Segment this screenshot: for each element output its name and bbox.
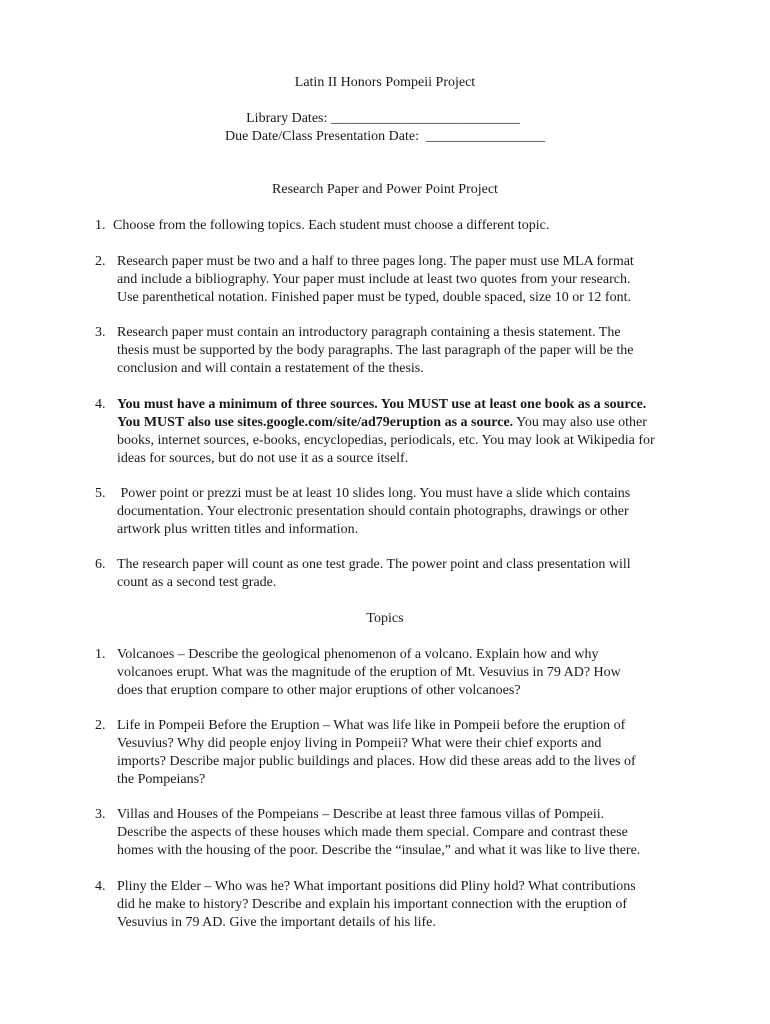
list-number: 5. (95, 486, 106, 501)
page-title: Latin II Honors Pompeii Project (294, 75, 476, 90)
list-number: 4. (95, 397, 106, 412)
list-text: Research paper must be two and a half to three pages long. The paper must use MLA format and include a bibliography. Your paper must include at least two quotes from your research. Use parenthetical notation. Finished paper must be typed, double spaced, size 10 or 12 font. (117, 254, 634, 305)
list-number: 1. (95, 218, 106, 233)
list-number: 4. (95, 879, 106, 894)
section-heading-topics: Topics (366, 611, 404, 626)
list-number: 6. (95, 557, 106, 572)
list-text: Pliny the Elder – Who was he? What important positions did Pliny hold? What contributions did he make to history? Describe and explain his important connection with the eruption of Vesuvius in 79 AD. Give the important details of his life. (117, 879, 636, 930)
list-text: The research paper will count as one test grade. The power point and class presentation will count as a second test grade. (117, 557, 631, 590)
list-text: Volcanoes – Describe the geological phenomenon of a volcano. Explain how and why volcanoes erupt. What was the magnitude of the eruption of Mt. Vesuvius in 79 AD? How does that eruption compare to other major eruptions of other volcanoes? (117, 647, 621, 698)
list-text: You must have a minimum of three sources. You MUST use at least one book as a source. You MUST also use sites.google.com/site/ad79eruption as a source. You may also use other books, internet sources, e-books, encyclopedias, periodicals, etc. You may look at Wikipedia for ideas for sources, but do not use it as a source itself. (117, 397, 655, 466)
section-heading-research: Research Paper and Power Point Project (272, 182, 498, 197)
list-text: Research paper must contain an introductory paragraph containing a thesis statement. The thesis must be supported by the body paragraphs. The last paragraph of the paper will be the conclusion and will contain a restatement of the thesis. (117, 325, 634, 376)
list-text: Life in Pompeii Before the Eruption – What was life like in Pompeii before the eruption of Vesuvius? Why did people enjoy living in Pompeii? What were their chief exports and imports? Describe major public buildings and places. How did these areas add to the lives of the Pompeians? (117, 718, 636, 787)
list-number: 2. (95, 254, 106, 269)
due-date-line: Due Date/Class Presentation Date: _________________ (224, 129, 545, 144)
list-number: 3. (95, 807, 106, 822)
list-text: Villas and Houses of the Pompeians – Describe at least three famous villas of Pompeii. Describe the aspects of these houses which made them special. Compare and contrast these homes with the housing of the poor. Describe the “insulae,” and what it was like to live there. (117, 807, 641, 858)
list-text: Power point or prezzi must be at least 10 slides long. You must have a slide which contains documentation. Your electronic presentation should contain photographs, drawings or other artwork plus written titles and information. (117, 486, 631, 537)
list-number: 3. (95, 325, 106, 340)
list-number: 1. (95, 647, 106, 662)
list-number: 2. (95, 718, 106, 733)
list-text: Choose from the following topics. Each student must choose a different topic. (113, 218, 550, 233)
library-dates-line: Library Dates: ___________________________ (246, 111, 520, 126)
